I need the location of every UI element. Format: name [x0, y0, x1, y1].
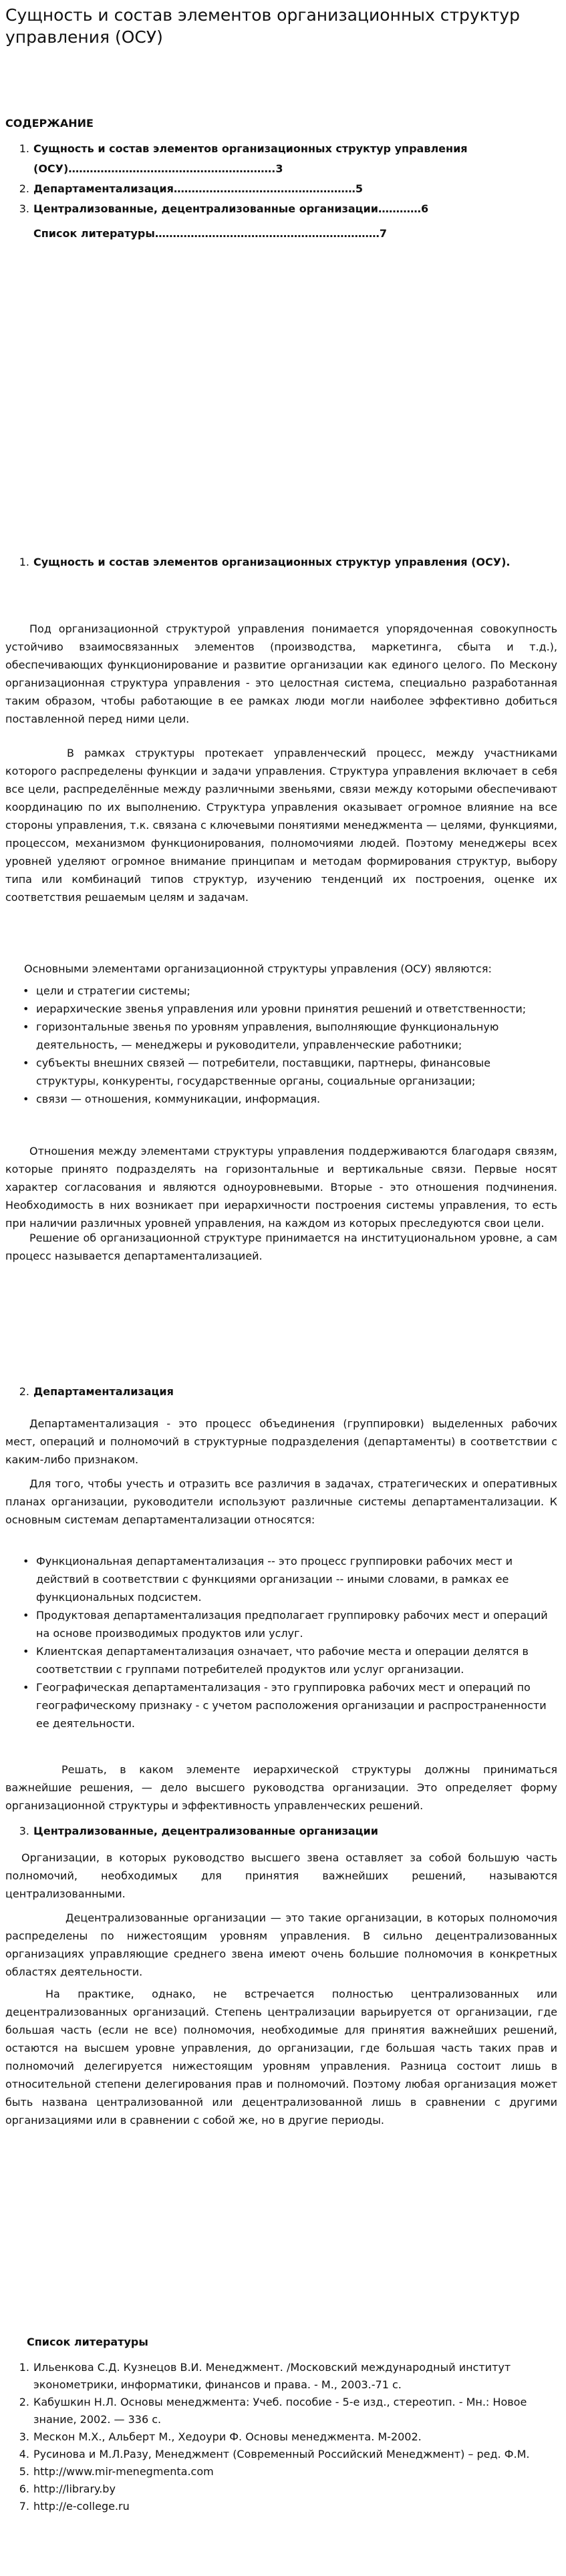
list-item-text: цели и стратегии системы;: [36, 984, 190, 997]
bullet-icon: •: [23, 1057, 29, 1069]
bibliography-item: [19, 2428, 548, 2446]
section-1-heading: [19, 553, 548, 572]
section-2-paragraph-2: Для того, чтобы учесть и отразить все различия в задачах, стратегических и оперативных планах организации, руководители используют различные системы департаментализации. К основным системам департаментализации относятся:: [5, 1477, 557, 1526]
bibliography-item: [19, 2359, 548, 2394]
toc-item-number: 2.: [19, 182, 29, 195]
list-item-text: горизонтальные звенья по уровням управления, выполняющие функциональную деятельность, — менеджеры и руководители, управленческие работники;: [36, 1021, 499, 1051]
section-1-paragraph-3: Основными элементами организационной структуры управления (ОСУ) являются:: [24, 962, 492, 975]
toc-bibliography: Список литературы………………………………………………………7: [33, 227, 387, 240]
section-1-paragraph-2: В рамках структуры протекает управленческий процесс, между участниками которого распределены функции и задачи управления. Структура управления включает в себя все цели, распределённые между различными звеньями, связи между которыми обеспечивают координацию по их выполнению. Структура управления оказывает огромное влияние на все стороны управления, т.к. связана с ключевыми понятиями менеджмента — целями, функциями, процессом, механизмом функционирования, полномочиями людей. Поэтому менеджеры всех уровней уделяют огромное внимание принципам и методам формирования структур, выбору типа или комбинаций типов структур, изучению тенденций их построения, оценке их соответствия решаемым целям и задачам.: [5, 747, 557, 904]
list-item: [19, 1642, 553, 1678]
list-item-text: субъекты внешних связей — потребители, поставщики, партнеры, финансовые структуры, конкуренты, государственные органы, социальные организации;: [36, 1057, 490, 1087]
bullet-icon: •: [23, 984, 29, 997]
section-3-heading: [19, 1822, 548, 1841]
toc-item-text: Департаментализация……………………………………………5: [33, 182, 364, 195]
section-1-heading-text: Сущность и состав элементов организационных структур управления (ОСУ).: [33, 556, 511, 568]
section-3-heading-text: Централизованные, децентрализованные организации: [33, 1825, 378, 1837]
section-number: 2.: [19, 1385, 29, 1398]
list-item: [19, 1000, 553, 1018]
section-2-heading-text: Департаментализация: [33, 1385, 174, 1398]
section-1-paragraph-5: Решение об организационной структуре принимается на институциональном уровне, а сам процесс называется департаментализацией.: [5, 1232, 557, 1262]
section-number: 1.: [19, 556, 29, 568]
list-item-text: Клиентская департаментализация означает, что рабочие места и операции делятся в соответствии с группами потребителей продуктов или услуг организации.: [36, 1645, 529, 1676]
bibliography-item-number: 6.: [19, 2482, 29, 2495]
toc-item: [19, 139, 541, 179]
bullet-icon: •: [23, 1093, 29, 1105]
list-item-text: Продуктовая департаментализация предполагает группировку рабочих мест и операций на основе производимых продуктов или услуг.: [36, 1609, 548, 1640]
bibliography-item-text: Русинова и М.Л.Разу, Менеджмент (Современный Российский Менеджмент) – ред. Ф.М.: [33, 2448, 530, 2460]
list-item: [19, 982, 553, 1000]
section-3-paragraph-2: Децентрализованные организации — это такие организации, в которых полномочия распределены по нижестоящим уровням управления. В сильно децентрализованных организациях управляющие среднего звена имеют очень большие полномочия в конкретных областях деятельности.: [5, 1911, 557, 1978]
bibliography-link: http://library.by: [33, 2482, 116, 2495]
bullet-icon: •: [23, 1681, 29, 1694]
list-item: [19, 1018, 553, 1054]
toc-item-text: Централизованные, децентрализованные организации…………6: [33, 202, 429, 215]
bibliography-item-number: 2.: [19, 2396, 29, 2408]
list-item: [19, 1606, 553, 1642]
bibliography-list: [19, 2359, 548, 2515]
document-title: Сущность и состав элементов организационных структур управления (ОСУ): [5, 5, 521, 47]
bullet-icon: •: [23, 1021, 29, 1033]
bibliography-link: http://e-college.ru: [33, 2500, 130, 2513]
section-3-paragraph-1: Организации, в которых руководство высшего звена оставляет за собой большую часть полномочий, необходимых для принятия важнейших решений, называются централизованными.: [5, 1851, 557, 1900]
section-2-paragraph-3: Решать, в каком элементе иерархической структуры должны приниматься важнейшие решения, — дело высшего руководства организации. Это определяет форму организационной структуры и эффективность управленческих решений.: [5, 1763, 557, 1812]
bibliography-heading: Список литературы: [27, 2336, 148, 2348]
section-2-bullet-list: [19, 1552, 553, 1732]
section-2-paragraph-1: Департаментализация - это процесс объединения (группировки) выделенных рабочих мест, операций и полномочий в структурные подразделения (департаменты) в соответствии с каким-либо признаком.: [5, 1417, 557, 1466]
section-1-bullet-list: [19, 982, 553, 1108]
toc-item-number: 3.: [19, 202, 29, 215]
toc-list: [19, 139, 541, 219]
bibliography-item: [19, 2446, 548, 2463]
bullet-icon: •: [23, 1645, 29, 1658]
bibliography-item-text: Кабушкин Н.Л. Основы менеджмента: Учеб. пособие - 5-е изд., стереотип. - Мн.: Новое знание, 2002. — 336 с.: [33, 2396, 527, 2426]
bibliography-item-text: Ильенкова С.Д. Кузнецов В.И. Менеджмент. /Московский международный институт эконометрики, информатики, финансов и права. - М., 2003.-71 с.: [33, 2361, 511, 2391]
bullet-icon: •: [23, 1002, 29, 1015]
toc-item: [19, 199, 541, 219]
toc-item-number: 1.: [19, 142, 29, 155]
section-number: 3.: [19, 1825, 29, 1837]
bibliography-item-number: 5.: [19, 2465, 29, 2478]
list-item-text: связи — отношения, коммуникации, информация.: [36, 1093, 321, 1105]
bibliography-item: [19, 2480, 548, 2498]
bibliography-item-number: 1.: [19, 2361, 29, 2374]
list-item-text: Функциональная департаментализация -- это процесс группировки рабочих мест и действий в соответствии с функциями организации -- иными словами, в рамках ее функциональных подсистем.: [36, 1555, 513, 1604]
bibliography-item-text: Мескон М.Х., Альберт М., Хедоури Ф. Основы менеджмента. М-2002.: [33, 2430, 422, 2443]
bibliography-link: http://www.mir-menegmenta.com: [33, 2465, 214, 2478]
bullet-icon: •: [23, 1609, 29, 1622]
bibliography-item: [19, 2463, 548, 2480]
list-item: [19, 1054, 553, 1090]
list-item: [19, 1552, 553, 1606]
toc-item-text: Сущность и состав элементов организационных структур управления (ОСУ)………………………………………………….3: [33, 142, 468, 175]
bibliography-item: [19, 2394, 548, 2428]
section-2-heading: [19, 1383, 548, 1401]
section-1-paragraph-1: Под организационной структурой управления понимается упорядоченная совокупность устойчиво взаимосвязанных элементов (производства, маркетинга, сбыта и т.д.), обеспечивающих функционирование и развитие организации как единого целого. По Мескону организационная структура управления - это целостная система, специально разработанная таким образом, чтобы работающие в ее рамках люди могли наиболее эффективно добиться поставленной перед ними цели.: [5, 622, 557, 725]
bibliography-item-number: 4.: [19, 2448, 29, 2460]
bibliography-item-number: 3.: [19, 2430, 29, 2443]
bibliography-item: [19, 2498, 548, 2515]
bullet-icon: •: [23, 1555, 29, 1568]
list-item: [19, 1090, 553, 1108]
bibliography-item-number: 7.: [19, 2500, 29, 2513]
list-item: [19, 1678, 553, 1732]
list-item-text: Географическая департаментализация - это группировка рабочих мест и операций по географическому признаку - с учетом расположения организации и распространенности ее деятельности.: [36, 1681, 547, 1730]
section-3-paragraph-3: На практике, однако, не встречается полностью централизованных или децентрализованных организаций. Степень централизации варьируется от организации, где большая часть (если не все) полномочия, необходимые для принятия важнейших решений, остаются на высшем уровне управления, до организации, где большая часть таких прав и полномочий делегируется нижестоящим уровням управления. Разница состоит лишь в относительной степени делегирования прав и полномочий. Поэтому любая организация может быть названа централизованной или децентрализованной лишь в сравнении с другими организациями или в сравнении с собой же, но в другие периоды.: [5, 1988, 557, 2127]
section-1-paragraph-4: Отношения между элементами структуры управления поддерживаются благодаря связям, которые принято подразделять на горизонтальные и вертикальные связи. Первые носят характер согласования и являются одноуровневыми. Вторые - это отношения подчинения. Необходимость в них возникает при иерархичности построения системы управления, то есть при наличии различных уровней управления, на каждом из которых преследуются свои цели.: [5, 1145, 557, 1230]
toc-item: [19, 179, 541, 199]
toc-heading: СОДЕРЖАНИЕ: [5, 117, 94, 130]
list-item-text: иерархические звенья управления или уровни принятия решений и ответственности;: [36, 1002, 527, 1015]
